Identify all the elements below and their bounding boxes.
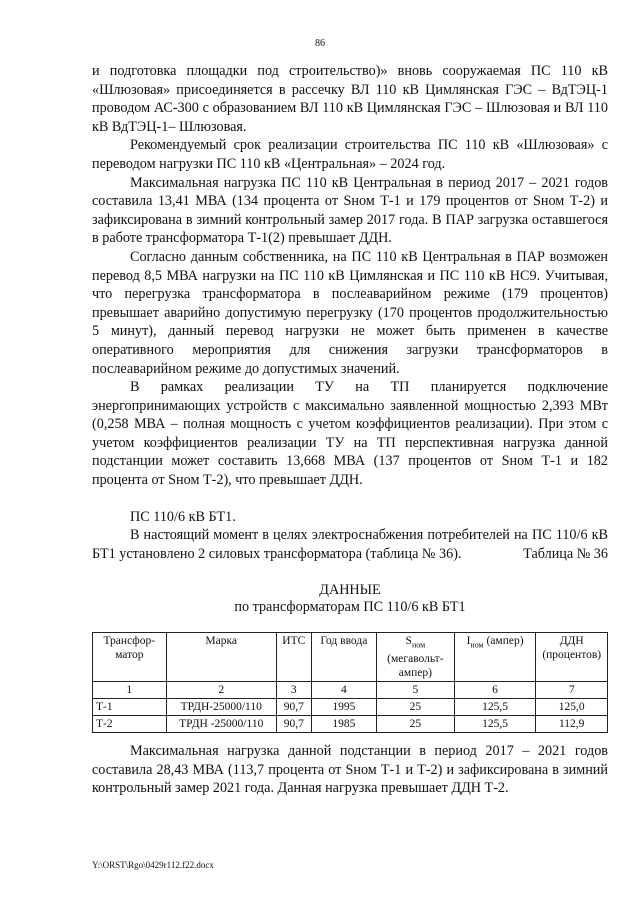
header-inom-unit: (ампер) [486, 635, 524, 647]
paragraph-spacer [92, 490, 608, 508]
column-number: 1 [93, 682, 167, 699]
cell-snom: 25 [377, 716, 455, 733]
paragraph-owner-data: Согласно данным собственника, на ПС 110 кВ Центральная в ПАР возможен перевод 8,5 МВА нагрузки на ПС 110 кВ Цимлянская и ПС 110 кВ НС9. Учитывая, что перегрузка трансформатора в послеаварийном режиме (179 процентов) превышает аварийно допустимую перегрузку (170 процентов продолжительностью 5 минут), данный перевод нагрузки не может быть применен в качестве оперативного мероприятия для снижения загрузки трансформаторов в послеаварийном режиме до допустимых значений. [92, 248, 608, 377]
cell-its: 90,7 [276, 699, 311, 716]
column-number: 5 [377, 682, 455, 699]
page-number: 86 [315, 38, 325, 49]
cell-ddn: 112,9 [536, 716, 608, 733]
header-snom-symbol: S [405, 635, 412, 647]
cell-transformer: Т-2 [93, 716, 167, 733]
table-row [93, 699, 608, 716]
section-heading-bt1: ПС 110/6 кВ БТ1. [130, 508, 236, 525]
header-snom-subscript: ном [411, 640, 426, 650]
paragraph-max-load-bt1: Максимальная нагрузка данной подстанции в период 2017 – 2021 годов составила 28,43 МВА (113,7 процента от Sном Т-1 и Т-2) и зафиксирована в зимний контрольный замер 2021 года. Данная нагрузка превышает ДДН Т-2. [92, 743, 608, 797]
header-snom-unit: (мегавольт-ампер) [387, 653, 444, 680]
cell-inom: 125,5 [454, 699, 536, 716]
paragraph-recommended-term: Рекомендуемый срок реализации строительства ПС 110 кВ «Шлюзовая» с переводом нагрузки ПС 110 кВ «Центральная» – 2024 год. [92, 137, 608, 172]
paragraph-max-load-central: Максимальная нагрузка ПС 110 кВ Центральная в период 2017 – 2021 годов составила 13,41 МВА (134 процента от Sном Т-1 и 179 процентов от Sном Т-2) и зафиксирована в зимний контрольный замер 2017 года. В ПАР загрузка оставшегося в работе трансформатора Т-1(2) превышает ДДН. [92, 174, 608, 247]
footer-file-path: Y:\ORST\Rgo\0429r112.f22.docx [92, 860, 214, 870]
cell-brand: ТРДН -25000/110 [166, 716, 276, 733]
header-year: Год ввода [311, 633, 376, 682]
cell-year: 1995 [311, 699, 376, 716]
table-row [93, 716, 608, 733]
column-number: 4 [311, 682, 376, 699]
header-inom-subscript: ном [470, 640, 484, 650]
paragraph-bt1-transformers: В настоящий момент в целях электроснабжения потребителей на ПС 110/6 кВ БТ1 установлено 2 силовых трансформатора (таблица № 36). [92, 527, 608, 562]
cell-ddn: 125,0 [536, 699, 608, 716]
closing-text [92, 742, 608, 798]
header-inom-symbol: I [466, 635, 471, 647]
cell-year: 1985 [311, 716, 376, 733]
table-column-numbers-row [93, 682, 608, 699]
cell-transformer: Т-1 [93, 699, 167, 716]
header-ddn-unit: (процентов) [542, 649, 602, 661]
transformers-table [92, 632, 608, 733]
header-brand: Марка [166, 633, 276, 682]
header-ddn [536, 633, 608, 682]
cell-inom: 125,5 [454, 716, 536, 733]
paragraph-continuation: и подготовка площадки под строительство)» вновь сооружаемая ПС 110 кВ «Шлюзовая» присоединяется в рассечку ВЛ 110 кВ Цимлянская ГЭС – ВдТЭЦ-1 проводом АС-300 с образованием ВЛ 110 кВ Цимлянская ГЭС – Шлюзовая и ВЛ 110 кВ ВдТЭЦ-1– Шлюзовая. [92, 63, 608, 135]
header-inom [454, 633, 536, 682]
header-its: ИТС [276, 633, 311, 682]
table-caption: Таблица № 36 [523, 546, 608, 562]
paragraph-tu-tp: В рамках реализации ТУ на ТП планируется подключение энергопринимающих устройств с максимально заявленной мощностью 2,393 МВт (0,258 МВА – полная мощность с учетом коэффициентов реализации). При этом с учетом коэффициентов реализации ТУ на ТП перспективная нагрузка данной подстанции может составить 13,668 МВА (137 процентов от Sном Т-1 и 182 процента от Sном Т-2), что превышает ДДН. [92, 379, 608, 489]
cell-its: 90,7 [276, 716, 311, 733]
table-title [92, 582, 608, 616]
column-number: 3 [276, 682, 311, 699]
header-snom [377, 633, 455, 682]
body-text [92, 62, 608, 563]
table-title-main: ДАННЫЕ [319, 582, 381, 598]
cell-snom: 25 [377, 699, 455, 716]
header-transformer: Трансфор-матор [93, 633, 167, 682]
header-ddn-label: ДДН [559, 635, 584, 647]
table-title-sub: по трансформаторам ПС 110/6 кВ БТ1 [234, 599, 466, 615]
column-number: 6 [454, 682, 536, 699]
cell-brand: ТРДН-25000/110 [166, 699, 276, 716]
table-header-row [93, 633, 608, 682]
column-number: 7 [536, 682, 608, 699]
column-number: 2 [166, 682, 276, 699]
